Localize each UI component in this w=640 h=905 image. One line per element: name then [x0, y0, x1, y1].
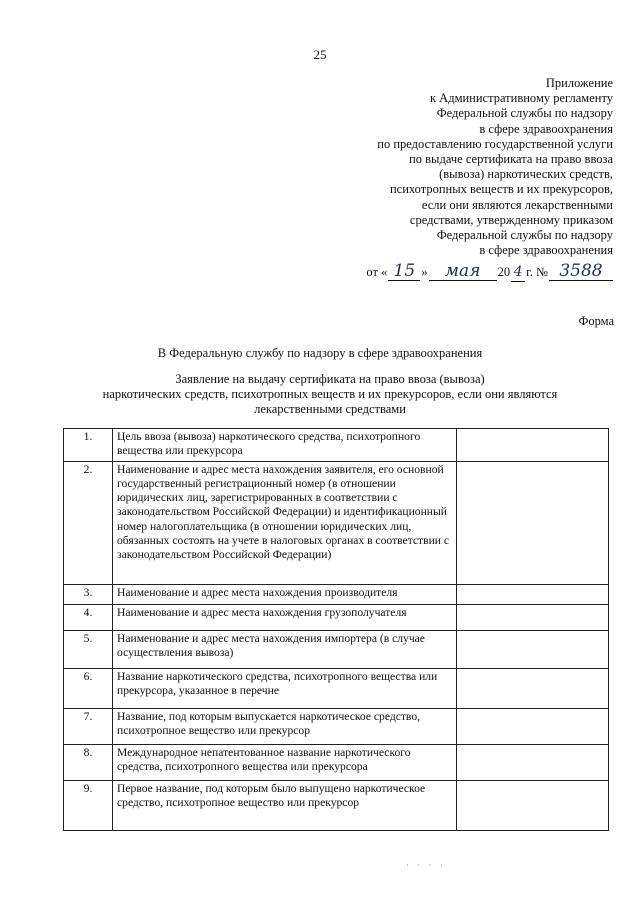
appendix-line: психотропных веществ и их прекурсоров, — [389, 182, 613, 197]
appendix-line: Федеральной службы по надзору — [436, 228, 613, 243]
table-row — [64, 668, 609, 708]
appendix-line: если они являются лекарственными — [421, 197, 613, 212]
row-value-field[interactable] — [457, 668, 609, 708]
row-label: Название, под которым выпускается наркотическое средство, психотропное вещество или прекурсор — [113, 708, 457, 744]
table-row — [64, 604, 609, 630]
appendix-header — [313, 76, 613, 258]
table-row — [64, 744, 609, 780]
table-row — [64, 429, 609, 462]
row-value-field[interactable] — [457, 461, 609, 584]
appendix-line: по выдаче сертификата на право ввоза — [409, 152, 613, 167]
table-row — [64, 780, 609, 830]
row-number: 7. — [64, 708, 113, 744]
row-value-field[interactable] — [457, 604, 609, 630]
row-number: 2. — [64, 461, 113, 584]
row-label: Первое название, под которым было выпущено наркотическое средство, психотропное вещество или прекурсор — [113, 780, 457, 830]
row-number: 5. — [64, 630, 113, 668]
row-label: Наименование и адрес места нахождения импортера (в случае осуществления вывоза) — [113, 630, 457, 668]
row-number: 9. — [64, 780, 113, 830]
row-label: Наименование и адрес места нахождения производителя — [113, 584, 457, 604]
order-sep: » — [421, 265, 428, 279]
page-number: 25 — [313, 47, 327, 62]
appendix-line: средствами, утвержденному приказом — [409, 212, 613, 227]
row-label: Наименование и адрес места нахождения грузополучателя — [113, 604, 457, 630]
order-year-suffix: 4 — [511, 263, 525, 282]
order-day: 15 — [388, 262, 420, 281]
order-number: 3588 — [549, 262, 613, 281]
row-value-field[interactable] — [457, 429, 609, 462]
application-form-table — [63, 428, 609, 831]
row-number: 3. — [64, 584, 113, 604]
recipient: В Федеральную службу по надзору в сфере здравоохранения — [157, 346, 483, 360]
table-row — [64, 584, 609, 604]
row-value-field[interactable] — [457, 708, 609, 744]
row-label: Цель ввоза (вывоза) наркотического средства, психотропного вещества или прекурсора — [113, 429, 457, 462]
row-label: Международное непатентованное название наркотического средства, психотропного вещества или прекурсора — [113, 744, 457, 780]
row-number: 8. — [64, 744, 113, 780]
appendix-line: (вывоза) наркотических средств, — [439, 167, 613, 182]
table-row — [64, 461, 609, 584]
order-year-end: г. № — [526, 265, 548, 279]
order-date-line — [366, 262, 614, 282]
row-label: Наименование и адрес места нахождения заявителя, его основной государственный регистрационный номер (в отношении юридических лиц, зарегистрированных в соответствии с законодательством Российской Федерации) и идентификационный номер налогоплательщика (в отношении юридических лиц, обязанных состоять на учете в налоговых органах в соответствии с законодательством Российской Федерации) — [113, 461, 457, 584]
form-label: Форма — [578, 314, 614, 328]
appendix-line: в сфере здравоохранения — [479, 243, 613, 258]
order-month: мая — [429, 262, 497, 281]
row-number: 1. — [64, 429, 113, 462]
table-row — [64, 708, 609, 744]
appendix-line: к Административному регламенту — [429, 91, 613, 106]
row-value-field[interactable] — [457, 584, 609, 604]
order-prefix: от « — [366, 265, 388, 279]
table-row — [64, 630, 609, 668]
row-number: 4. — [64, 604, 113, 630]
appendix-line: Приложение — [545, 76, 613, 90]
row-value-field[interactable] — [457, 780, 609, 830]
appendix-line: в сфере здравоохранения — [479, 121, 613, 136]
appendix-line: по предоставлению государственной услуги — [377, 136, 613, 151]
row-number: 6. — [64, 668, 113, 708]
row-value-field[interactable] — [457, 744, 609, 780]
faint-marks: · · · · — [406, 860, 446, 870]
title-line: Заявление на выдачу сертификата на право ввоза (вывоза) — [175, 372, 485, 386]
order-year-prefix: 20 — [497, 265, 511, 279]
document-title — [60, 372, 600, 417]
appendix-line: Федеральной службы по надзору — [436, 106, 613, 121]
row-value-field[interactable] — [457, 630, 609, 668]
title-line: наркотических средств, психотропных веществ и их прекурсоров, если они являются — [102, 387, 558, 401]
row-label: Название наркотического средства, психотропного вещества или прекурсора, указанное в перечне — [113, 668, 457, 708]
title-line: лекарственными средствами — [254, 402, 406, 416]
